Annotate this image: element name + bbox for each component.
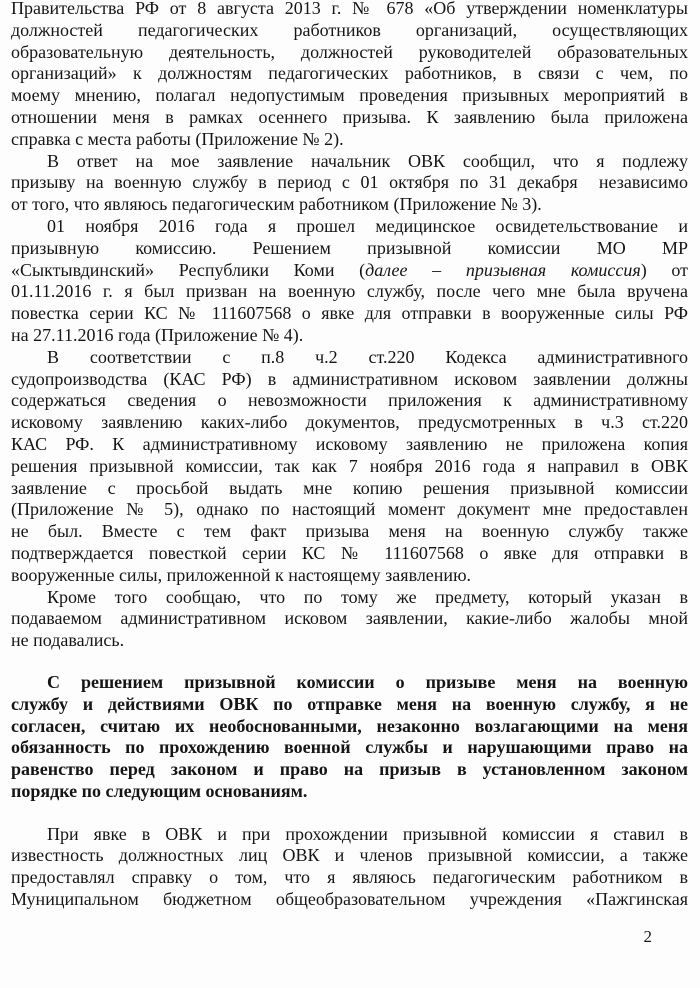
text-line: исковому заявлению каких-либо документов, предусмотренных в ч.3 ст.220: [11, 412, 688, 433]
text-line: призыву на военную службу в период с 01 октября по 31 декабря независимо: [11, 172, 688, 193]
paragraph-kas-rf: [11, 347, 688, 587]
paragraph-ovk-reply: [11, 151, 688, 216]
text-line: подаваемом административном исковом заявлении, какие-либо жалобы мной: [11, 608, 688, 629]
text-line: Муниципальном бюджетном общеобразовательном учреждения «Пажгинская: [11, 889, 688, 910]
paragraph-continuation: [11, 0, 688, 151]
text-line: не подавались.: [11, 630, 125, 651]
text-line: равенство перед законом и право на призыв в установленном законом: [11, 759, 688, 780]
text-line: решения призывной комиссии, так как 7 ноября 2016 года я направил в ОВК: [11, 455, 688, 476]
document-text: [11, 0, 688, 911]
text-line: не был. Вместе с тем факт призыва меня на военную службу также: [11, 521, 688, 542]
text-line: заявление с просьбой выдать мне копию решения призывной комиссии: [11, 477, 688, 498]
paragraph-no-complaints: [11, 587, 688, 652]
text-segment: «Сыктывдинский» Республики Коми (: [11, 259, 366, 280]
text-line: (Приложение № 5), однако по настоящий момент документ мне предоставлен: [11, 499, 688, 520]
text-line: вооруженные силы, приложенной к настоящему заявлению.: [11, 564, 472, 585]
text-line: обязанность по прохождению военной службы и нарушающими право на: [11, 737, 688, 758]
text-line: В соответствии с п.8 ч.2 ст.220 Кодекса административного: [47, 346, 688, 367]
text-line: моему мнению, полагал недопустимым проведения призывных мероприятий в: [11, 85, 688, 106]
text-line: призывную комиссию. Решением призывной комиссии МО МР: [11, 237, 688, 258]
text-line: справка с места работы (Приложение № 2).: [11, 128, 344, 149]
text-line: КАС РФ. К административному исковому заявлению не приложена копия: [11, 433, 688, 454]
text-line: С решением призывной комиссии о призыве меня на военную: [47, 671, 688, 692]
text-line: порядке по следующим основаниям.: [11, 780, 308, 801]
text-line: образовательную деятельность, должностей руководителей образовательных: [11, 41, 688, 62]
text-line: Правительства РФ от 8 августа 2013 г. № 678 «Об утверждении номенклатуры: [11, 0, 688, 18]
text-line: на 27.11.2016 года (Приложение № 4).: [11, 324, 304, 345]
text-line: должностей педагогических работников организаций, осуществляющих: [11, 19, 688, 40]
paragraph-commission-decision: [11, 216, 688, 347]
text-line: 01.11.2016 г. я был призван на военную службу, после чего мне была вручена: [11, 281, 688, 302]
text-line: от того, что являюсь педагогическим работником (Приложение № 3).: [11, 194, 542, 215]
page-number: 2: [643, 927, 652, 946]
text-line: службу и действиями ОВК по отправке меня на военную службу, я не: [11, 693, 688, 714]
text-line: Кроме того сообщаю, что по тому же предмету, который указан в: [47, 586, 688, 607]
text-line: подтверждается повесткой серии КС № 111607568 о явке для отправки в: [11, 542, 688, 563]
text-line: отношении меня в рамках осеннего призыва. К заявлению была приложена: [11, 106, 688, 127]
text-line: известность должностных лиц ОВК и членов призывной комиссии, а также: [11, 845, 688, 866]
text-line: В ответ на мое заявление начальник ОВК сообщил, что я подлежу: [47, 150, 688, 171]
text-line: При явке в ОВК и при прохождении призывной комиссии я ставил в: [47, 823, 688, 844]
paragraph-disagreement-bold: [11, 672, 688, 803]
paragraph-grounds: [11, 824, 688, 911]
text-line: организаций» к должностям педагогических работников, в связи с чем, по: [11, 63, 688, 84]
text-line: содержаться сведения о невозможности приложения к административному: [11, 390, 688, 411]
text-line: 01 ноября 2016 года я прошел медицинское освидетельствование и: [47, 215, 688, 236]
text-line: повестка серии КС № 111607568 о явке для отправки в вооруженные силы РФ: [11, 303, 688, 324]
text-line: согласен, считаю их необоснованными, незаконно возлагающими на меня: [11, 715, 688, 736]
defined-term-italic: далее – призывная комиссия: [365, 259, 641, 280]
text-line-with-italic: [11, 260, 688, 282]
text-segment: ) от: [640, 259, 688, 280]
text-line: предоставлял справку о том, что я являюсь педагогическим работником в: [11, 867, 688, 888]
text-line: судопроизводства (КАС РФ) в административном исковом заявлении должны: [11, 368, 688, 389]
